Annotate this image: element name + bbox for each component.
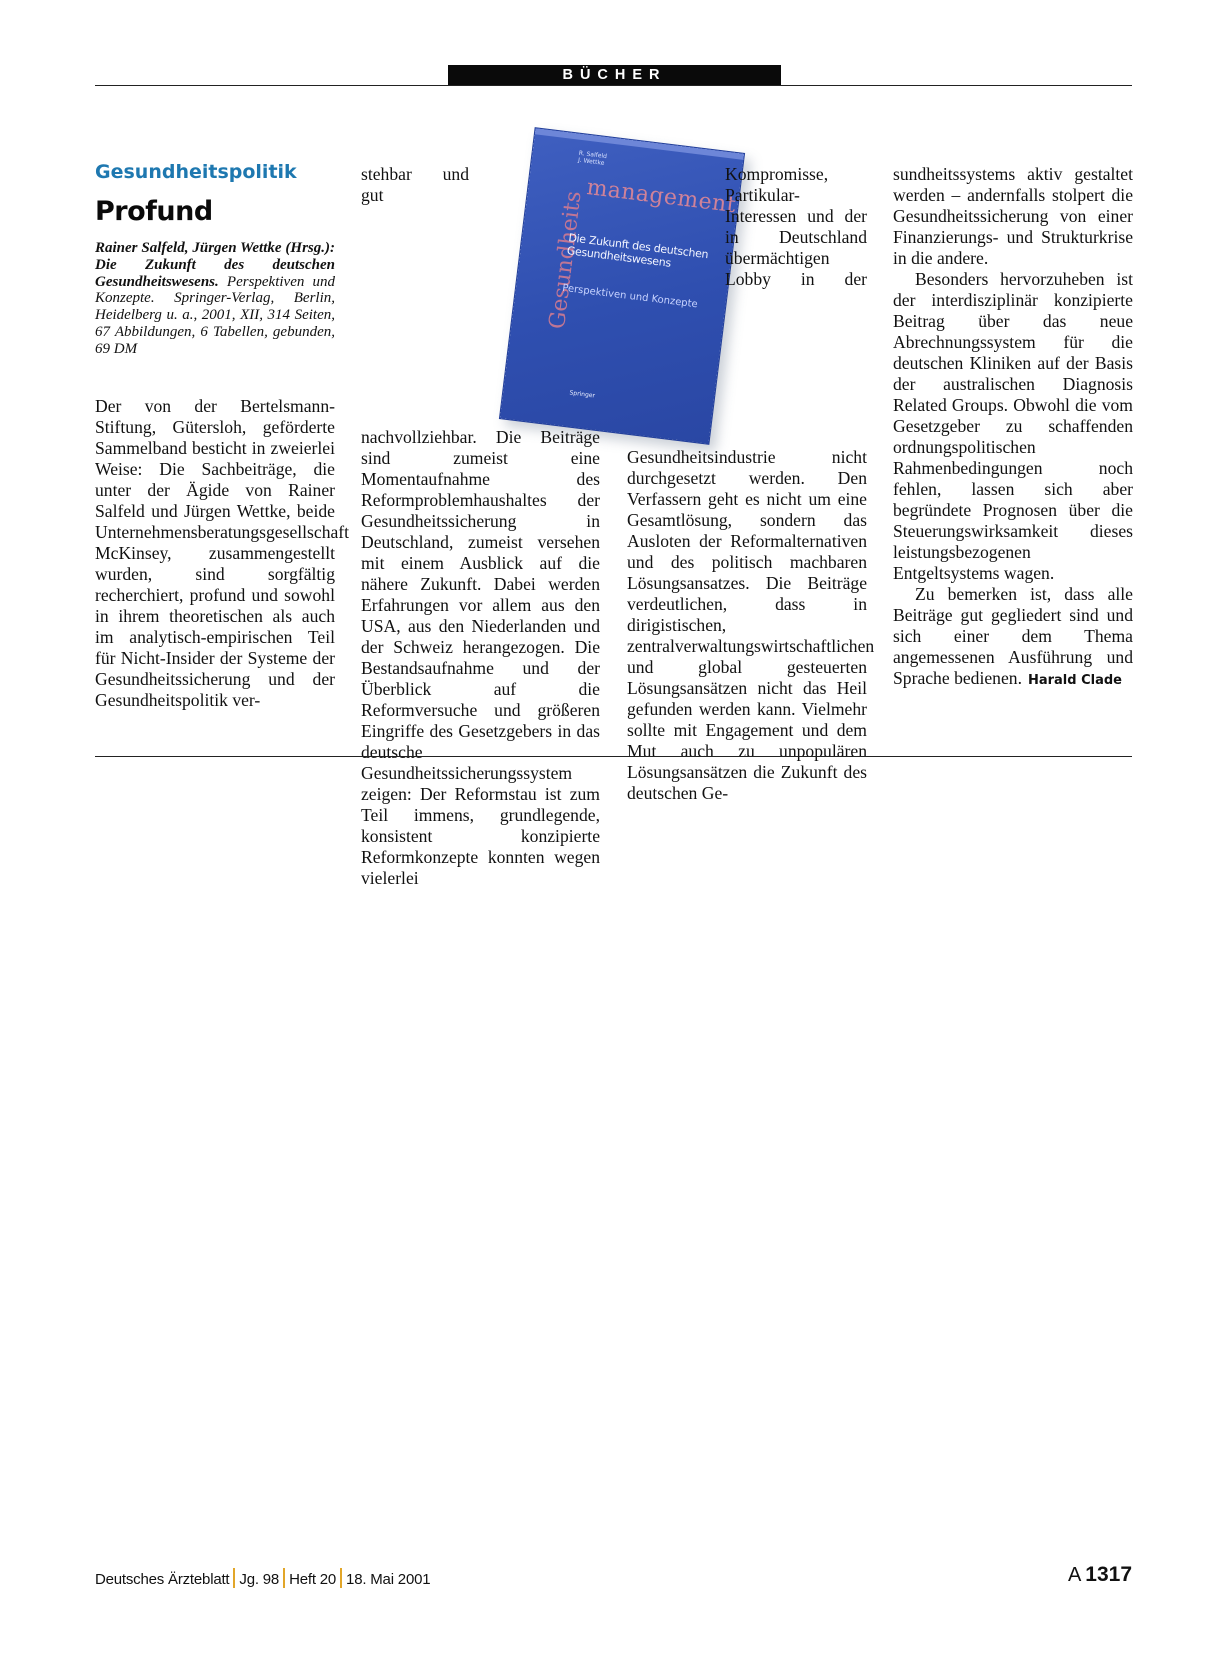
page-number [1068,1563,1132,1587]
page-number-value: 1317 [1085,1563,1132,1586]
column-3-text: Kompromisse, Partikular-Interessen und der in Deutschland übermächtigen Lobby in der Gesundheitsindustrie nicht durchgesetzt werden. Den Verfassern geht es nicht um eine Gesamtlösung, sondern das Ausloten der Reformalternativen und des politisch machbaren Lösungsansatzes. Die Beiträge verdeutlichen, dass in dirigistischen, zentralverwaltungswirtschaftlichen und global gesteuerten Lösungsansätzen nicht das Heil gefunden werden kann. Vielmehr sollte mit Engagement und dem Mut auch zu unpopulären Lösungsansätzen die Zukunft des deutschen Ge- [627,164,875,803]
image-float-spacer [627,164,725,447]
journal-name: Deutsches Ärzteblatt [95,1571,230,1588]
closing-sentence: Zu bemerken ist, dass alle Beiträge gut gegliedert sind und sich einer dem Thema angemessenen Ausführung und Sprache bedienen. [893,584,1133,688]
volume: Jg. 98 [239,1571,280,1588]
bibliography [95,240,335,358]
column-4-paragraph-2: Besonders hervorzuheben ist der interdisziplinär konzipierte Beitrag über das neue Abrechnungssystem für die deutschen Kliniken auf der Basis der australischen Diagnosis Related Groups. Obwohl die vom Gesetzgeber zu schaffenden ordnungspolitischen Rahmenbedingungen noch fehlen, lassen sich aber begründete Prognosen über die Steuerungswirksamkeit dieses leistungsbezogenen Entgeltsystems wagen. [893,269,1133,583]
footer-citation [95,1568,430,1588]
bibliography-details: Perspektiven und Konzepte. Springer-Verlag, Berlin, Heidelberg u. a., 2001, XII, 314 Seiten, 67 Abbildungen, 6 Tabellen, gebunden, 69 DM [95,273,335,357]
image-float-spacer [469,164,600,427]
cover-editors: R. Salfeld J. Wettke [577,149,608,167]
column-2-text: stehbar und gut nachvollziehbar. Die Beiträge sind zumeist eine Momentaufnahme des Reformproblemhaushaltes der Gesundheitssicherung in Deutschland, zumeist versehen mit einem Ausblick auf die nähere Zukunft. Dabei werden Erfahrungen vor allem aus den USA, aus den Niederlanden und der Schweiz herangezogen. Die Bestandsaufnahme und der Überblick auf die Reformversuche und größeren Eingriffe des Gesetzgebers in das deutsche Gesundheitssicherungssystem zeigen: Der Reformstau ist zum Teil immens, grundlegende, konsistent konzipierte Reformkonzepte konnten wegen vielerlei [361,164,600,888]
article-title: Profund [95,196,213,227]
rubric: Gesundheitspolitik [95,161,297,183]
cover-title: Die Zukunft des deutschen Gesundheitswesens [566,231,710,270]
page-prefix: A [1067,1564,1082,1586]
article-end-rule [95,756,1132,757]
cover-word-gesundheits: Gesundheits [544,189,587,331]
author-signature: Harald Clade [1027,673,1122,688]
bibliography-authors: Rainer Salfeld, Jürgen Wettke (Hrsg.): Die Zukunft des deutschen Gesundheitswesens. [95,240,335,290]
footer-separator [233,1568,235,1588]
footer-separator [340,1568,342,1588]
cover-word-management: management [585,175,738,219]
cover-top-band [535,128,744,160]
issue-date: 18. Mai 2001 [346,1571,431,1588]
publisher-logo: Springer [569,389,596,400]
header-rule [95,85,1132,86]
column-2 [361,164,600,889]
section-label: BÜCHER [448,65,781,85]
column-4-paragraph-3 [893,584,1133,691]
column-1-text: Der von der Bertelsmann-Stiftung, Gütersloh, geförderte Sammelband besticht in zweierlei Weise: Die Sachbeiträge, die unter der Ägide von Rainer Salfeld und Jürgen Wettke, beide Unternehmensberatungsgesellschaft McKinsey, zusammengestellt wurden, sind sorgfältig recherchiert, profund und sowohl in ihrem theoretischen als auch im analytisch-empirischen Teil für Nicht-Insider der Systeme der Gesundheitssicherung und der Gesundheitspolitik ver- [95,396,350,710]
issue: Heft 20 [289,1571,337,1588]
column-4 [893,164,1133,691]
footer-separator [283,1568,285,1588]
column-4-paragraph-1: sundheitssystems aktiv gestaltet werden – andernfalls stolpert die Gesundheitssicherung von einer Finanzierungs- und Strukturkrise in die andere. [893,164,1133,268]
column-3 [627,164,875,804]
cover-subtitle: Perspektiven und Konzepte [561,282,699,311]
